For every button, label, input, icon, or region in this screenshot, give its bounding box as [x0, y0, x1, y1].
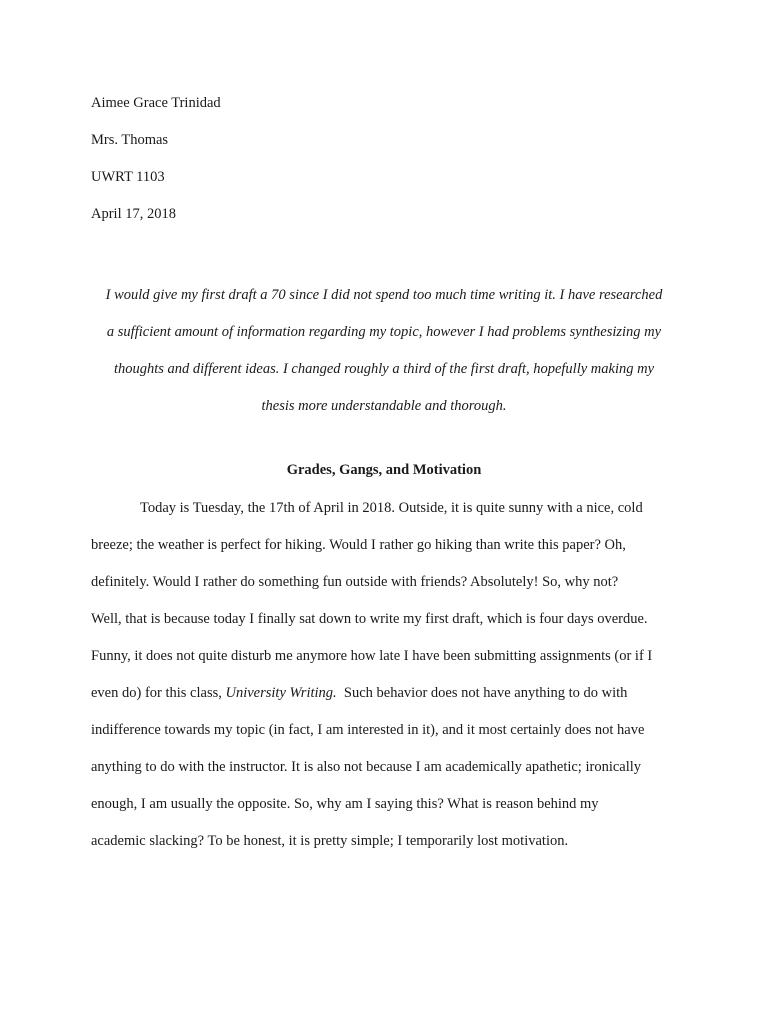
- essay-line: Today is Tuesday, the 17th of April in 2018. Outside, it is quite sunny with a nice, cold: [140, 500, 643, 516]
- essay-line-text: even do) for this class,: [91, 685, 226, 701]
- essay-line: anything to do with the instructor. It is also not because I am academically apathetic; ironically: [91, 759, 642, 775]
- reflection-paragraph: [84, 277, 684, 425]
- reflection-line: I would give my first draft a 70 since I did not spend too much time writing it. I have researched: [105, 287, 663, 303]
- course-code: UWRT 1103: [91, 169, 165, 185]
- essay-line: Funny, it does not quite disturb me anymore how late I have been submitting assignments (or if I: [91, 648, 653, 664]
- reflection-line: thesis more understandable and thorough.: [261, 398, 507, 414]
- essay-line: enough, I am usually the opposite. So, why am I saying this? What is reason behind my: [91, 796, 599, 812]
- essay-line: Well, that is because today I finally sat down to write my first draft, which is four days overdue.: [91, 611, 648, 627]
- essay-line: definitely. Would I rather do something fun outside with friends? Absolutely! So, why not?: [91, 574, 619, 590]
- essay-line-text: Such behavior does not have anything to do with: [336, 685, 628, 701]
- reflection-line: a sufficient amount of information regarding my topic, however I had problems synthesizing my: [106, 324, 662, 340]
- essay-title: Grades, Gangs, and Motivation: [286, 462, 482, 478]
- essay-line: breeze; the weather is perfect for hiking. Would I rather go hiking than write this paper? Oh,: [91, 537, 626, 553]
- essay-line: [91, 683, 627, 703]
- document-date: April 17, 2018: [91, 206, 176, 222]
- essay-line: indifference towards my topic (in fact, I am interested in it), and it most certainly does not have: [91, 722, 645, 738]
- reflection-line: thoughts and different ideas. I changed roughly a third of the first draft, hopefully making my: [113, 361, 655, 377]
- author-name: Aimee Grace Trinidad: [91, 95, 221, 111]
- essay-line: academic slacking? To be honest, it is pretty simple; I temporarily lost motivation.: [91, 833, 569, 849]
- course-title-italic: University Writing.: [225, 685, 337, 701]
- instructor-name: Mrs. Thomas: [91, 132, 169, 148]
